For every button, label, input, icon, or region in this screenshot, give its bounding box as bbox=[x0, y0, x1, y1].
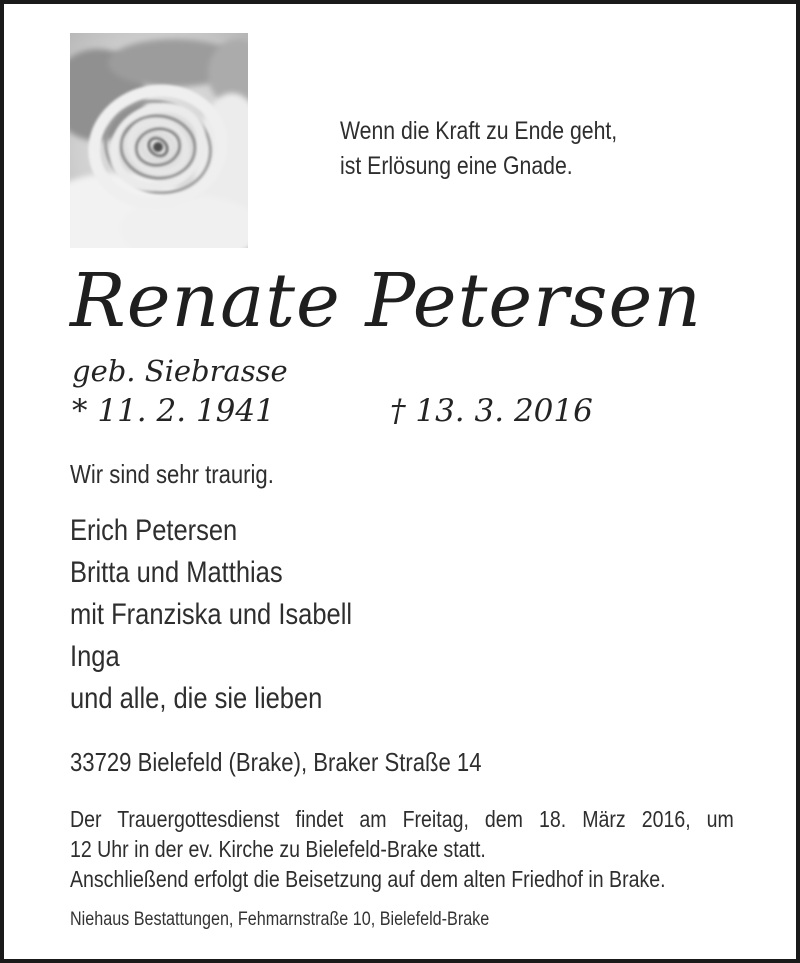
rose-photo-graphic bbox=[70, 33, 248, 248]
death-date: † 13. 3. 2016 bbox=[390, 393, 593, 429]
service-line: 12 Uhr in der ev. Kirche zu Bielefeld-Brake statt. bbox=[70, 836, 486, 862]
rose-photo bbox=[70, 33, 248, 248]
maiden-name: geb. Siebrasse bbox=[72, 354, 288, 388]
grief-line: Wir sind sehr traurig. bbox=[70, 459, 274, 489]
mourner-line: und alle, die sie lieben bbox=[70, 682, 323, 715]
funeral-home-line: Niehaus Bestattungen, Fehmarnstraße 10, Bielefeld-Brake bbox=[70, 909, 490, 930]
life-dates bbox=[72, 393, 593, 429]
deceased-name: Renate Petersen bbox=[70, 258, 702, 344]
quote-block bbox=[340, 114, 617, 184]
service-details bbox=[70, 804, 734, 894]
mourner-line: Erich Petersen bbox=[70, 514, 238, 547]
mourner-line: Inga bbox=[70, 640, 120, 673]
service-line: Anschließend erfolgt die Beisetzung auf dem alten Friedhof in Brake. bbox=[70, 866, 666, 892]
service-line: Der Trauergottesdienst findet am Freitag, dem 18. März 2016, um bbox=[70, 806, 734, 832]
mourner-line: Britta und Matthias bbox=[70, 556, 283, 589]
quote-line-1: Wenn die Kraft zu Ende geht, bbox=[340, 117, 618, 145]
quote-line-2: ist Erlösung eine Gnade. bbox=[340, 152, 573, 180]
address-line: 33729 Bielefeld (Brake), Braker Straße 14 bbox=[70, 747, 482, 777]
mourners-list bbox=[70, 510, 352, 720]
birth-date: * 11. 2. 1941 bbox=[72, 393, 275, 429]
mourner-line: mit Franziska und Isabell bbox=[70, 598, 353, 631]
